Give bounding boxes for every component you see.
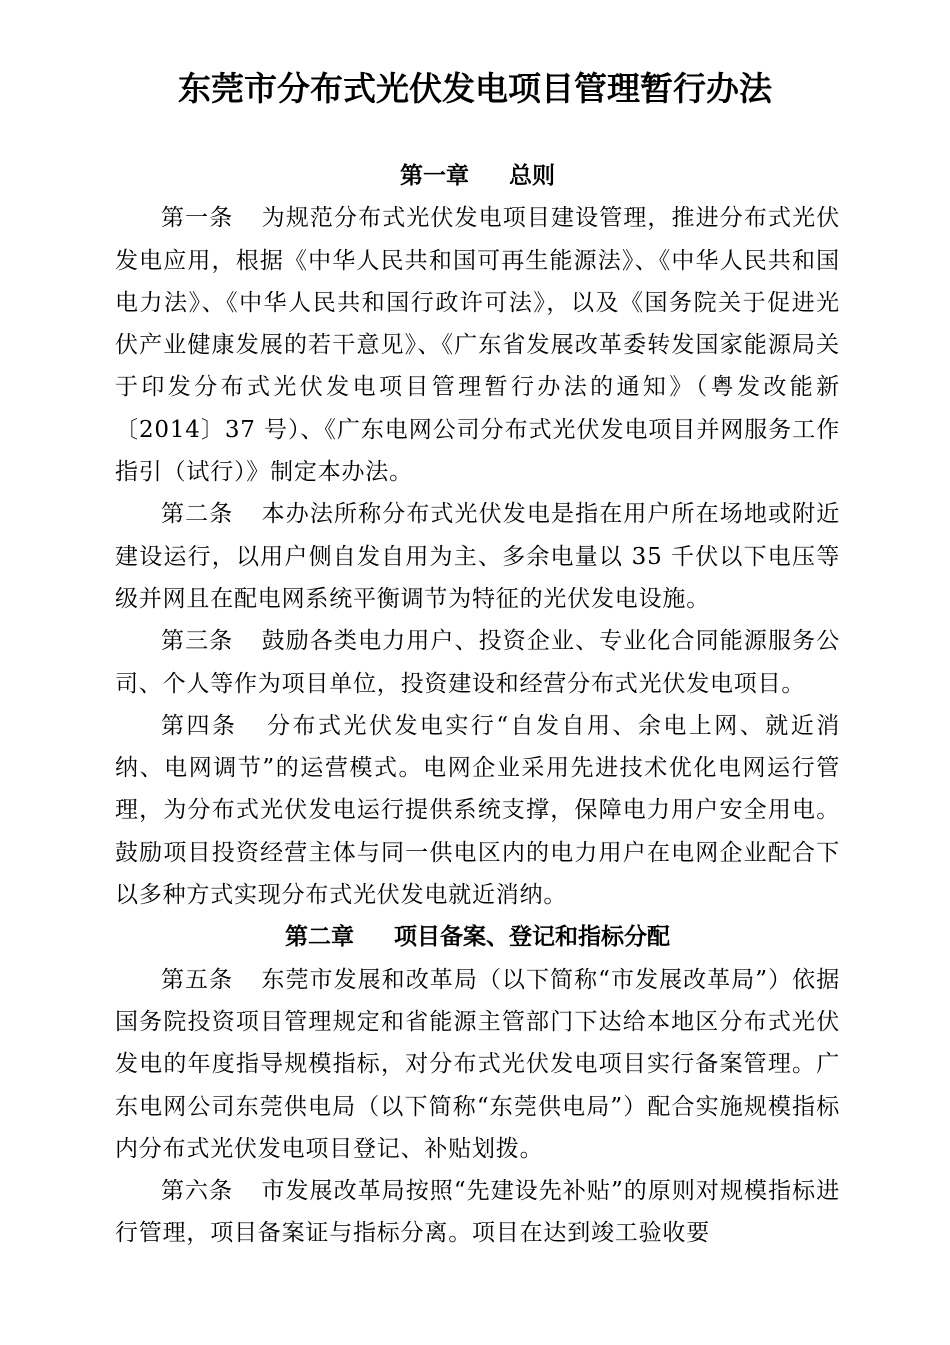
article-number: 第二条 [161, 501, 234, 528]
article-number: 第六条 [161, 1178, 234, 1205]
article-text: 东莞市发展和改革局（以下简称“市发展改革局”）依据国务院投资项目管理规定和省能源主管部门下达给本地区分布式光伏发电的年度指导规模指标，对分布式光伏发电项目实行备案管理。广东电网公司东莞供电局（以下简称“东莞供电局”）配合实施规模指标内分布式光伏发电项目登记、补贴划拨。 [115, 966, 840, 1162]
chapter-heading [115, 916, 840, 958]
article-paragraph [115, 959, 840, 1170]
article-paragraph [115, 1170, 840, 1255]
article-paragraph [115, 493, 840, 620]
article-paragraph [115, 705, 840, 916]
article-text: 市发展改革局按照“先建设先补贴”的原则对规模指标进行管理，项目备案证与指标分离。项目在达到竣工验收要 [115, 1178, 840, 1247]
document-body [115, 155, 840, 1255]
article-paragraph [115, 197, 840, 493]
article-number: 第一条 [161, 205, 234, 232]
article-number: 第三条 [161, 628, 234, 655]
article-text: 鼓励各类电力用户、投资企业、专业化合同能源服务公司、个人等作为项目单位，投资建设和经营分布式光伏发电项目。 [115, 628, 841, 697]
chapter-heading [115, 155, 840, 197]
chapter-number: 第二章 [285, 924, 354, 951]
document-title: 东莞市分布式光伏发电项目管理暂行办法 [178, 69, 772, 108]
article-text: 分布式光伏发电实行“自发自用、余电上网、就近消纳、电网调节”的运营模式。电网企业采用先进技术优化电网运行管理，为分布式光伏发电运行提供系统支撑，保障电力用户安全用电。鼓励项目投资经营主体与同一供电区内的电力用户在电网企业配合下以多种方式实现分布式光伏发电就近消纳。 [115, 712, 840, 909]
article-text: 为规范分布式光伏发电项目建设管理，推进分布式光伏发电应用，根据《中华人民共和国可再生能源法》、《中华人民共和国电力法》、《中华人民共和国行政许可法》，以及《国务院关于促进光伏产业健康发展的若干意见》、《广东省发展改革委转发国家能源局关于印发分布式光伏发电项目管理暂行办法的通知》（粤发改能新〔2014〕37 号）、《广东电网公司分布式光伏发电项目并网服务工作指引（试行）》制定本办法。 [115, 205, 841, 486]
chapter-number: 第一章 [400, 163, 469, 189]
article-text: 本办法所称分布式光伏发电是指在用户所在场地或附近建设运行，以用户侧自发自用为主、多余电量以 35 千伏以下电压等级并网且在配电网系统平衡调节为特征的光伏发电设施。 [115, 501, 841, 612]
article-paragraph [115, 620, 840, 705]
chapter-name: 总则 [509, 163, 555, 189]
article-number: 第五条 [161, 966, 234, 993]
chapter-name: 项目备案、登记和指标分配 [394, 924, 670, 951]
article-number: 第四条 [161, 712, 238, 739]
